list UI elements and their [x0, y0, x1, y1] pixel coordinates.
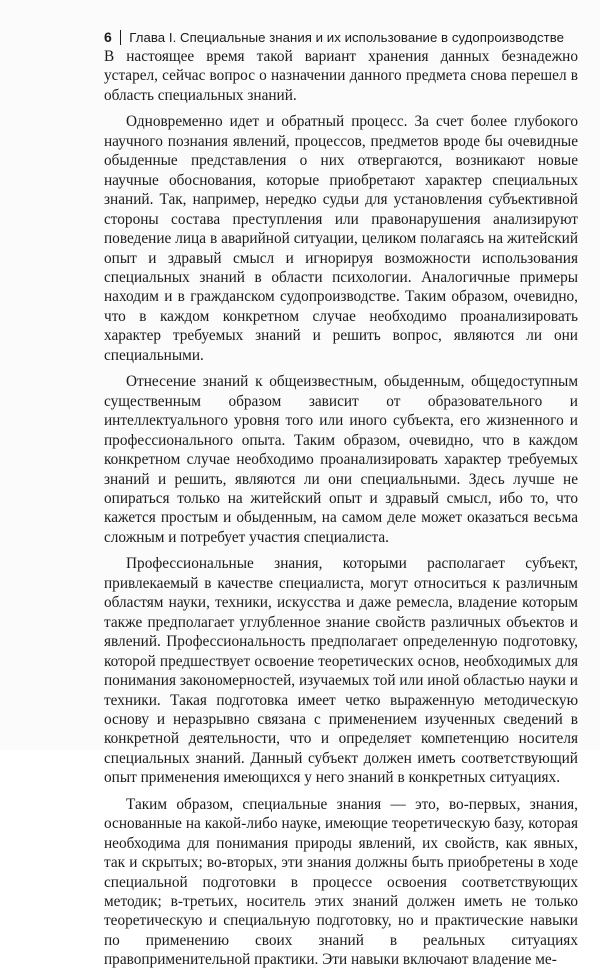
page-number: 6	[104, 29, 112, 45]
running-head	[104, 26, 578, 48]
header-divider	[120, 30, 122, 45]
paragraph: Таким образом, специальные знания — это, во-первых, знания, основанные на какой-либо науке, имеющие теоретическую базу, которая необходима для понимания природы явлений, их свойств, как явных, так и скрытых; во-вторых, эти знания должны быть приобретены в ходе специальной подготовки в процессе освоения соответствующих методик; в-третьих, носитель этих знаний должен иметь не только теоретическую и специальную подготовку, но и практические навыки по применению своих знаний в реальных ситуациях правоприменительной практики. Эти навыки включают владение ме-	[104, 795, 578, 969]
paragraph: Отнесение знаний к общеизвестным, обыденным, общедоступным существенным образом зависит от образовательного и интеллектуального уровня того или иного субъекта, его жизненного и профессионального опыта. Таким образом, очевидно, что в каждом конкретном случае необходимо проанализировать характер требуемых знаний и решить, являются ли они специальными. Здесь лучше не опираться только на житейский опыт и здравый смысл, ибо то, что кажется простым и обыденным, на самом деле может оказаться весьма сложным и потребует участия специалиста.	[104, 373, 578, 546]
paragraph: Профессиональные знания, которыми располагает субъект, привлекаемый в качестве специалиста, могут относиться к различным областям науки, техники, искусства и даже ремесла, владение которым также предполагает углубленное знание свойств различных объектов и явлений. Профессиональность предполагает определенную подготовку, которой предшествует освоение теоретических основ, необходимых для понимания закономерностей, изучаемых той или иной областью науки и техники. Такая подготовка имеет четко выраженную методическую основу и неразрывно связана с применением изученных сведений в конкретной деятельности, что и определяет компетенцию носителя специальных знаний. Данный субъект должен иметь соответствующий опыт применения имеющихся у него знаний в конкретных ситуациях.	[104, 555, 578, 787]
paragraph: Одновременно идет и обратный процесс. За счет более глубокого научного познания явлений, процессов, предметов вроде бы очевидные обыденные представления о них отвергаются, возникают новые научные обоснования, которые приобретают характер специальных знаний. Так, например, нередко судьи для установления субъективной стороны состава преступления или правонарушения анализируют поведение лица в аварийной ситуации, целиком полагаясь на житейский опыт и здравый смысл и игнорируя возможности использования специальных знаний в области психологии. Аналогичные примеры находим и в гражданском судопроизводстве. Таким образом, очевидно, что в каждом конкретном случае необходимо проанализировать характер требуемых знаний и решить вопрос, являются ли они специальными.	[104, 113, 578, 364]
chapter-title: Глава I. Специальные знания и их использование в судопроизводстве	[129, 29, 565, 45]
body-text	[104, 47, 578, 977]
paragraph: В настоящее время такой вариант хранения данных безнадежно устарел, сейчас вопрос о назначении данного предмета снова перешел в область специальных знаний.	[104, 48, 578, 104]
